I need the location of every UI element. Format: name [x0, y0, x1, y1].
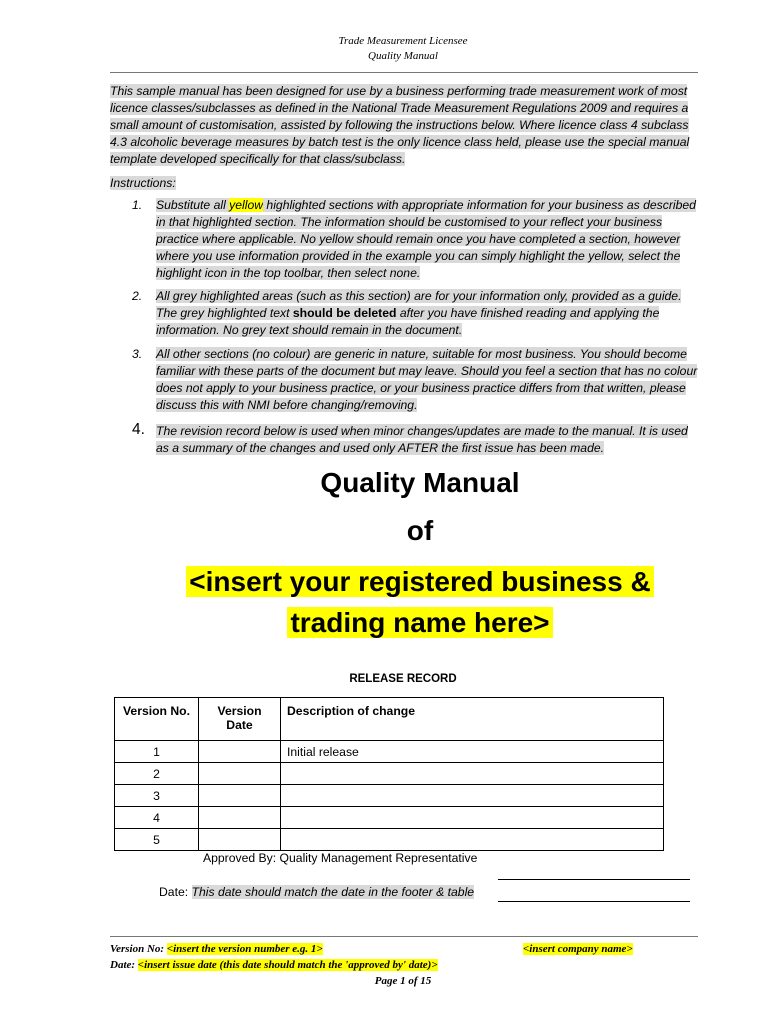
- intro-paragraph: [110, 83, 698, 168]
- business-name-line-2: trading name here>: [287, 607, 552, 638]
- header-description: Description of change: [281, 698, 664, 741]
- footer-version: [110, 942, 323, 957]
- page-number: Page 1 of 15: [374, 975, 432, 987]
- document-title-of: of: [406, 515, 434, 546]
- footer-date-label: Date:: [110, 959, 138, 971]
- date-cell: [199, 807, 281, 829]
- date-line: [498, 901, 690, 902]
- release-record-table: [114, 697, 664, 851]
- date-cell: [199, 785, 281, 807]
- date-cell: [199, 763, 281, 785]
- header-rule: [110, 72, 698, 73]
- footer-company: [523, 942, 633, 957]
- table-row: [115, 807, 664, 829]
- page-header: [0, 34, 768, 64]
- intro-text: This sample manual has been designed for use by a business performing trade measurement work of most licence classes/subclasses as defined in the National Trade Measurement Regulations 2009 and requires a small amount of customisation, assisted by following the instructions below. Where licence class 4 subclass 4.3 alcoholic beverage measures by batch test is the only licence class held, please use the special manual template developed specifically for that class/subclass.: [110, 84, 690, 166]
- instruction-number: 3.: [132, 347, 143, 361]
- header-line-2: Quality Manual: [368, 50, 438, 62]
- date-cell: [199, 741, 281, 763]
- footer-version-value: <insert the version number e.g. 1>: [166, 943, 323, 955]
- approval-date: [159, 885, 474, 899]
- version-cell: 1: [115, 741, 199, 763]
- version-cell: 4: [115, 807, 199, 829]
- table-row: [115, 829, 664, 851]
- table-header-row: [115, 698, 664, 741]
- version-cell: 2: [115, 763, 199, 785]
- yellow-word: yellow: [229, 198, 264, 212]
- date-label: Date:: [159, 885, 192, 899]
- instruction-number: 1.: [132, 198, 143, 212]
- date-note: This date should match the date in the footer & table: [191, 885, 475, 899]
- description-cell: [281, 763, 664, 785]
- description-cell: [281, 807, 664, 829]
- date-cell: [199, 829, 281, 851]
- description-cell: [281, 785, 664, 807]
- approved-by-label: Approved By: Quality Management Representative: [203, 851, 478, 865]
- header-version-date: Version Date: [199, 698, 281, 741]
- instruction-text: The revision record below is used when minor changes/updates are made to the manual. It is used as a summary of the changes and used only AFTER the first issue has been made.: [156, 424, 688, 455]
- instruction-text: All grey highlighted areas (such as this section) are for your information only, provided as a guide. The grey highlighted text should be deleted after you have finished reading and applying the information. No grey text should remain in the document.: [156, 289, 682, 337]
- table-row: [115, 763, 664, 785]
- instruction-item-2: [132, 288, 702, 340]
- business-name-placeholder: [0, 561, 768, 643]
- footer-date: [110, 958, 438, 973]
- instruction-item-1: [132, 197, 702, 283]
- footer-version-label: Version No:: [110, 943, 167, 955]
- business-name-line-1: <insert your registered business &: [186, 566, 653, 597]
- instruction-item-4: [132, 423, 702, 459]
- instructions-label: Instructions:: [110, 176, 176, 190]
- instruction-number: 2.: [132, 289, 143, 303]
- document-title: Quality Manual: [320, 467, 520, 498]
- signature-line: [498, 879, 690, 880]
- footer-company-value: <insert company name>: [523, 943, 633, 955]
- table-row: [115, 741, 664, 763]
- header-version-no: Version No.: [115, 698, 199, 741]
- bold-phrase: should be deleted: [292, 306, 397, 320]
- table-row: [115, 785, 664, 807]
- footer-rule: [110, 936, 698, 937]
- description-cell: [281, 829, 664, 851]
- version-cell: 5: [115, 829, 199, 851]
- instruction-item-3: [132, 346, 702, 416]
- version-cell: 3: [115, 785, 199, 807]
- instruction-text: All other sections (no colour) are generic in nature, suitable for most business. You should become familiar with these parts of the document but may leave. Should you feel a section that has no colour does not apply to your business practice, or your business practice differs from that written, please discuss this with NMI before changing/removing.: [156, 347, 698, 412]
- release-record-heading: RELEASE RECORD: [349, 673, 457, 685]
- instruction-number: 4.: [132, 421, 145, 438]
- header-line-1: Trade Measurement Licensee: [338, 35, 468, 47]
- description-cell: Initial release: [281, 741, 664, 763]
- instruction-text: Substitute all yellow highlighted sections with appropriate information for your business as described in that highlighted section. The information should be customised to your reflect your business practice where applicable. No yellow should remain once you have completed a section, however where you use information provided in the example you can simply highlight the yellow, select the highlight icon in the top toolbar, then select none.: [156, 198, 696, 280]
- footer-date-value: <insert issue date (this date should match the 'approved by' date)>: [137, 959, 438, 971]
